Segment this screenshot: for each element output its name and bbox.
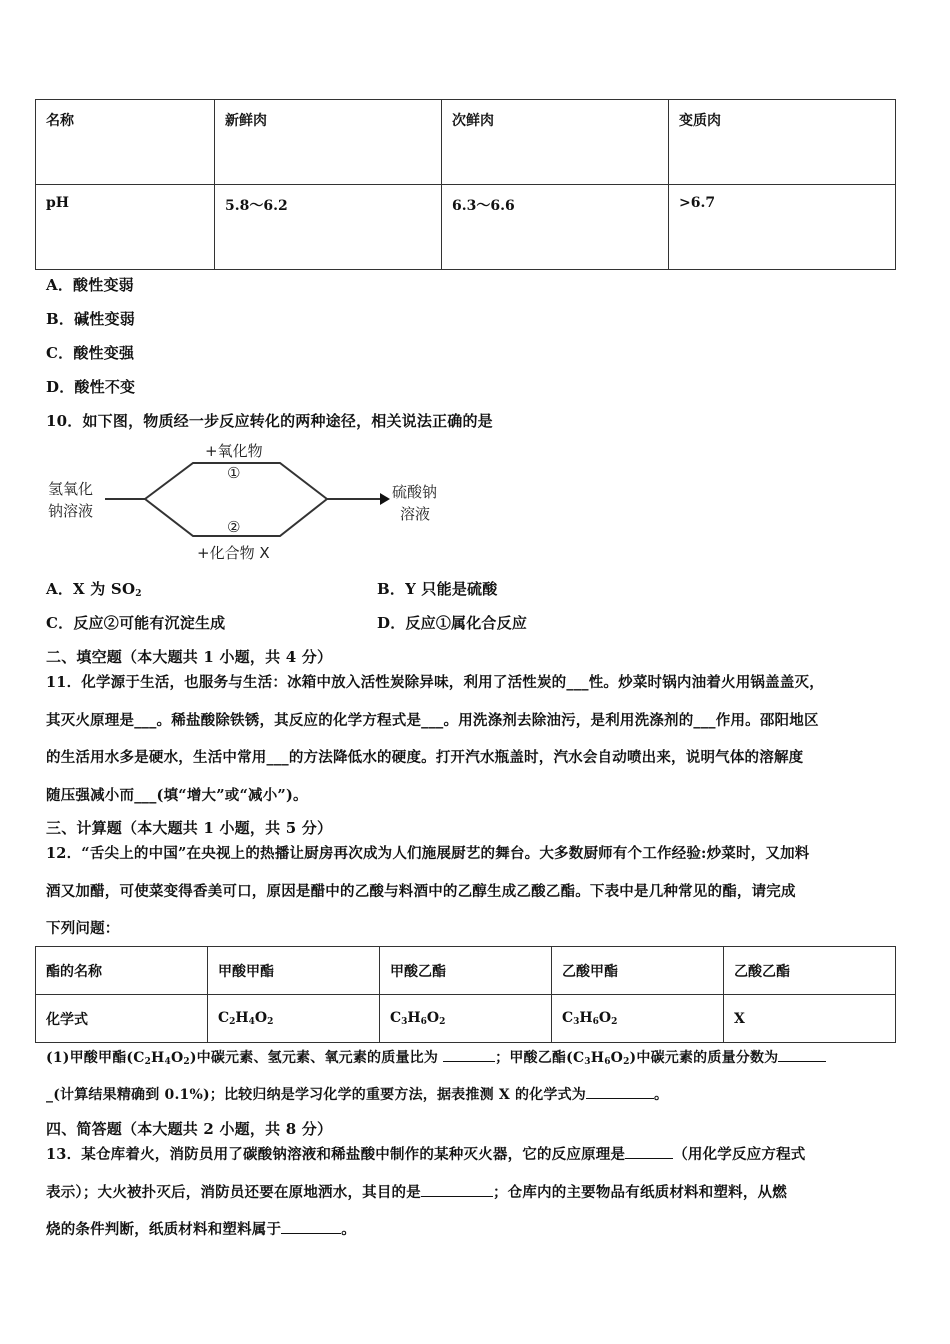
option-text: 酸性变弱 bbox=[73, 276, 134, 294]
text: 中碳元素、氢元素、氧元素的质量比为 bbox=[196, 1050, 444, 1066]
option-text: 反应①属化合反应 bbox=[405, 614, 528, 632]
formula-cell bbox=[724, 995, 896, 1043]
element: C bbox=[218, 1010, 230, 1026]
answer-blank[interactable] bbox=[421, 1182, 493, 1197]
table-cell: 5.8～6.2 bbox=[215, 185, 442, 270]
subscript: 2 bbox=[135, 589, 142, 599]
answer-blank[interactable] bbox=[281, 1219, 341, 1234]
start-substance-line1: 氢氧化 bbox=[48, 480, 94, 498]
table-cell: 次鲜肉 bbox=[442, 100, 669, 185]
end-substance-line1: 硫酸钠 bbox=[392, 483, 438, 501]
subscript: 2 bbox=[439, 1017, 446, 1027]
option-letter: C． bbox=[46, 614, 74, 632]
option-letter: A． bbox=[46, 580, 74, 598]
question-12-line-3: 下列问题： bbox=[46, 920, 120, 937]
table-cell: >6.7 bbox=[669, 185, 896, 270]
option-letter: C． bbox=[46, 344, 74, 362]
table-cell: 甲酸甲酯 bbox=[208, 947, 380, 995]
option-d bbox=[46, 376, 135, 397]
section-4-title: 四、简答题（本大题共 2 小题，共 8 分） bbox=[46, 1120, 333, 1138]
text: 中碳元素的质量分数为 bbox=[636, 1050, 779, 1066]
ester-table bbox=[35, 946, 896, 1043]
subscript: 3 bbox=[573, 1017, 580, 1027]
text: _(计算结果精确到 0.1%)；比较归纳是学习化学的重要方法，据表推测 X 的化学式为 bbox=[46, 1087, 586, 1103]
text: 13．某仓库着火，消防员用了碳酸钠溶液和稀盐酸中制作的某种灭火器，它的反应原理是 bbox=[46, 1146, 626, 1163]
element: O bbox=[610, 1050, 624, 1066]
element: H bbox=[590, 1050, 605, 1066]
subscript: 2 bbox=[623, 1057, 630, 1067]
option-c bbox=[46, 342, 134, 363]
q12-sub1-line-2 bbox=[46, 1084, 668, 1104]
start-substance-line2: 钠溶液 bbox=[48, 502, 94, 520]
q10-option-d bbox=[377, 612, 527, 633]
element: H bbox=[579, 1010, 593, 1026]
formula-cell bbox=[380, 995, 552, 1043]
question-13-line-1 bbox=[46, 1143, 806, 1164]
option-text: X 为 SO bbox=[73, 580, 136, 598]
option-letter: B． bbox=[377, 580, 406, 598]
table-cell: 新鲜肉 bbox=[215, 100, 442, 185]
question-13-line-3 bbox=[46, 1218, 356, 1239]
option-text: Y 只能是硫酸 bbox=[405, 580, 498, 598]
subscript: 3 bbox=[401, 1017, 408, 1027]
text: 。 bbox=[341, 1221, 356, 1238]
formula-cell bbox=[552, 995, 724, 1043]
element: C bbox=[562, 1010, 574, 1026]
option-text: 酸性不变 bbox=[74, 378, 136, 396]
answer-blank[interactable] bbox=[625, 1144, 673, 1159]
text: 表示）；大火被扑灭后，消防员还要在原地洒水，其目的是 bbox=[46, 1184, 421, 1201]
table-cell: 酯的名称 bbox=[36, 947, 208, 995]
text: ；甲酸乙酯(C bbox=[495, 1050, 585, 1066]
option-letter: B． bbox=[46, 310, 75, 328]
section-2-title: 二、填空题（本大题共 1 小题，共 4 分） bbox=[46, 648, 333, 666]
element: O bbox=[426, 1010, 440, 1026]
table-cell: pH bbox=[36, 185, 215, 270]
meat-ph-table bbox=[35, 99, 896, 270]
table-row bbox=[36, 185, 896, 270]
subscript: 6 bbox=[592, 1017, 599, 1027]
table-cell: 名称 bbox=[36, 100, 215, 185]
q12-sub1-line-1 bbox=[46, 1047, 826, 1067]
q10-option-b bbox=[377, 578, 497, 599]
formula-cell bbox=[208, 995, 380, 1043]
element: O bbox=[598, 1010, 612, 1026]
paren: ) bbox=[189, 1050, 197, 1066]
question-11-line-2: 其灭火原理是___。稀盐酸除铁锈，其反应的化学方程式是___。用洗涤剂去除油污，是利用洗涤剂的___作用。邵阳地区 bbox=[46, 712, 819, 729]
answer-blank[interactable] bbox=[778, 1047, 826, 1062]
table-cell: 乙酸乙酯 bbox=[724, 947, 896, 995]
top-reagent-label: +氧化物 bbox=[205, 442, 263, 460]
option-letter: D． bbox=[46, 378, 75, 396]
question-10-stem: 10．如下图，物质经一步反应转化的两种途径，相关说法正确的是 bbox=[46, 412, 493, 430]
element: O bbox=[254, 1010, 268, 1026]
subscript: 4 bbox=[248, 1017, 255, 1027]
subscript: 2 bbox=[229, 1017, 236, 1027]
option-letter: A． bbox=[46, 276, 74, 294]
end-substance-line2: 溶液 bbox=[400, 505, 431, 523]
reaction-2-label: ② bbox=[227, 518, 241, 536]
q10-option-a bbox=[46, 578, 142, 599]
table-cell: 乙酸甲酯 bbox=[552, 947, 724, 995]
table-cell: 化学式 bbox=[36, 995, 208, 1043]
answer-blank[interactable] bbox=[586, 1084, 654, 1099]
reaction-pathway-diagram bbox=[40, 438, 460, 568]
bottom-reagent-label: +化合物 X bbox=[197, 544, 270, 562]
element: H bbox=[407, 1010, 421, 1026]
paren: ) bbox=[629, 1050, 637, 1066]
table-row bbox=[36, 995, 896, 1043]
text: (1)甲酸甲酯(C bbox=[46, 1050, 145, 1066]
option-text: 碱性变弱 bbox=[74, 310, 135, 328]
element: C bbox=[390, 1010, 402, 1026]
question-11-line-1: 11．化学源于生活，也服务与生活：冰箱中放入活性炭除异味，利用了活性炭的___性。炒菜时锅内油着火用锅盖盖灭， bbox=[46, 674, 824, 691]
option-text: 酸性变强 bbox=[73, 344, 135, 362]
table-header-row bbox=[36, 100, 896, 185]
element: O bbox=[170, 1050, 184, 1066]
text: 。 bbox=[654, 1087, 669, 1103]
q10-option-c bbox=[46, 612, 225, 633]
option-letter: D． bbox=[377, 614, 406, 632]
text: 烧的条件判断，纸质材料和塑料属于 bbox=[46, 1221, 282, 1238]
element: H bbox=[151, 1050, 165, 1066]
question-11-line-3: 的生活用水多是硬水，生活中常用___的方法降低水的硬度。打开汽水瓶盖时，汽水会自动喷出来，说明气体的溶解度 bbox=[46, 749, 804, 766]
table-header-row bbox=[36, 947, 896, 995]
table-cell: 6.3～6.6 bbox=[442, 185, 669, 270]
text: （用化学反应方程式 bbox=[673, 1146, 806, 1163]
subscript: 2 bbox=[183, 1057, 190, 1067]
reaction-1-label: ① bbox=[227, 464, 241, 482]
question-12-line-1: 12．“舌尖上的中国”在央视上的热播让厨房再次成为人们施展厨艺的舞台。大多数厨师有个工作经验:炒菜时，又加料 bbox=[46, 845, 810, 862]
text: ；仓库内的主要物品有纸质材料和塑料，从燃 bbox=[492, 1184, 787, 1201]
option-b bbox=[46, 308, 135, 329]
answer-blank[interactable] bbox=[443, 1047, 495, 1062]
element: X bbox=[734, 1010, 745, 1027]
option-text: 反应②可能有沉淀生成 bbox=[73, 614, 226, 632]
subscript: 6 bbox=[604, 1057, 611, 1067]
subscript: 2 bbox=[611, 1017, 618, 1027]
table-cell: 甲酸乙酯 bbox=[380, 947, 552, 995]
question-11-line-4: 随压强减小而___(填“增大”或“减小”)。 bbox=[46, 787, 308, 804]
subscript: 2 bbox=[267, 1017, 274, 1027]
option-a bbox=[46, 274, 134, 295]
table-cell: 变质肉 bbox=[669, 100, 896, 185]
subscript: 6 bbox=[420, 1017, 427, 1027]
subscript: 4 bbox=[164, 1057, 171, 1067]
question-13-line-2 bbox=[46, 1181, 787, 1202]
subscript: 3 bbox=[584, 1057, 591, 1067]
section-3-title: 三、计算题（本大题共 1 小题，共 5 分） bbox=[46, 819, 333, 837]
question-12-line-2: 酒又加醋，可使菜变得香美可口，原因是醋中的乙酸与料酒中的乙醇生成乙酸乙酯。下表中是几种常见的酯，请完成 bbox=[46, 883, 796, 900]
subscript: 2 bbox=[144, 1057, 152, 1067]
element: H bbox=[235, 1010, 249, 1026]
